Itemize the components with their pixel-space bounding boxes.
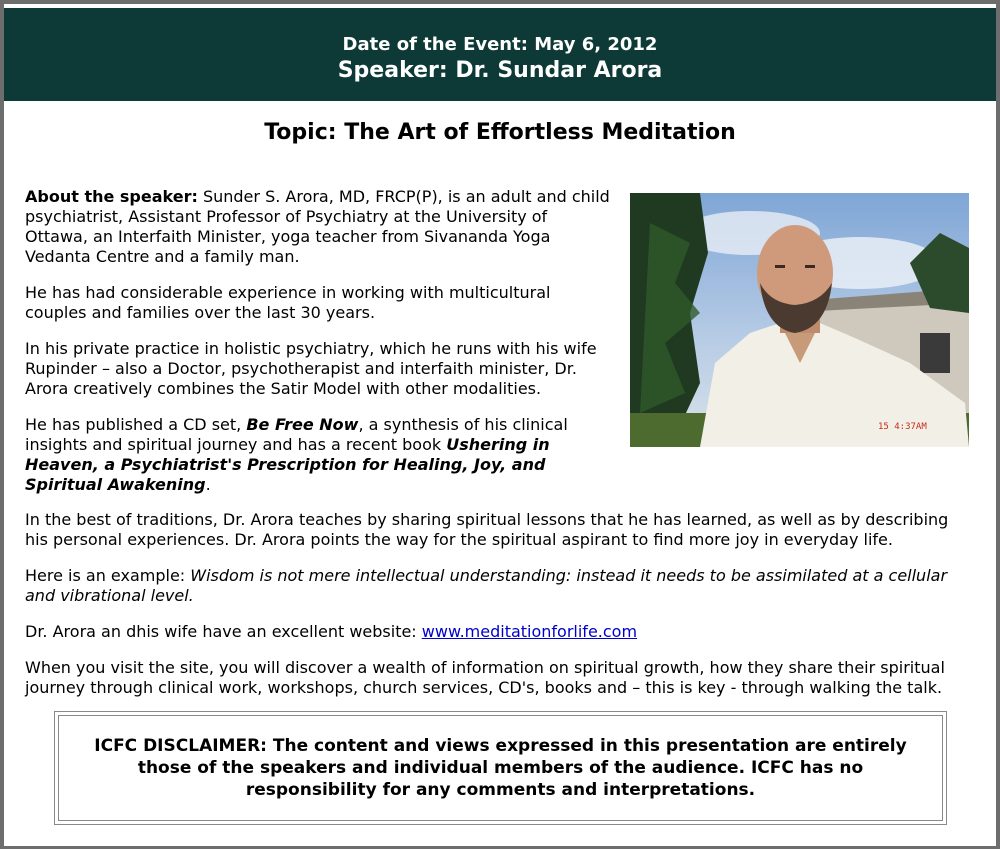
event-header [4, 8, 996, 101]
website-pre: Dr. Arora an dhis wife have an excellent website: [25, 622, 422, 641]
photo-timestamp: 15 4:37AM [878, 422, 927, 432]
publications-pre: He has published a CD set, [25, 415, 247, 434]
experience-paragraph: He has had considerable experience in working with multicultural couples and families over the last 30 years. [25, 283, 551, 322]
cd-title: Be Free Now [246, 415, 359, 434]
example-pre: Here is an example: [25, 566, 191, 585]
website-paragraph [25, 622, 975, 642]
disclaimer-text: ICFC DISCLAIMER: The content and views expressed in this presentation are entirely those of the speakers and individual members of the audience. ICFC has no responsibility for any comments and interpretations. [58, 715, 943, 821]
visit-paragraph: When you visit the site, you will discover a wealth of information on spiritual growth, how they share their spiritual journey through clinical work, workshops, church services, CD's, books and – this is key - through walking the talk. [25, 658, 945, 697]
speaker-photo [630, 193, 969, 447]
about-text: Sunder S. Arora, MD, FRCP(P), is an adult and child psychiatrist, Assistant Professor of Psychiatry at the University of Ottawa, an Interfaith Minister, yoga teacher from Sivananda Yoga Vedanta Centre and a family man. [25, 187, 610, 266]
topic-title: Topic: The Art of Effortless Meditation [264, 120, 736, 145]
event-date: Date of the Event: May 6, 2012 [342, 34, 658, 55]
example-quote: Wisdom is not mere intellectual understanding: instead it needs to be assimilated at a cellular and vibrational level. [25, 566, 948, 605]
publications-post: . [205, 475, 211, 494]
about-speaker-paragraph [25, 187, 615, 267]
publications-paragraph [25, 415, 585, 495]
traditions-paragraph: In the best of traditions, Dr. Arora teaches by sharing spiritual lessons that he has learned, as well as by describing his personal experiences. Dr. Arora points the way for the spiritual aspirant to find more joy in everyday life. [25, 510, 949, 549]
practice-paragraph: In his private practice in holistic psychiatry, which he runs with his wife Rupinder – also a Doctor, psychotherapist and interfaith minister, Dr. Arora creatively combines the Satir Model with other modalities. [25, 339, 597, 398]
disclaimer-box [54, 711, 947, 825]
publications-mid: , a synthesis of his clinical insights and spiritual journey and has a recent book [25, 415, 568, 454]
speaker-name: Speaker: Dr. Sundar Arora [337, 58, 663, 83]
book-title: Ushering in Heaven, a Psychiatrist's Prescription for Healing, Joy, and Spiritual Awakening [25, 435, 550, 494]
about-label: About the speaker: [25, 187, 198, 206]
example-paragraph [25, 566, 975, 606]
website-link[interactable]: www.meditationforlife.com [421, 622, 638, 641]
